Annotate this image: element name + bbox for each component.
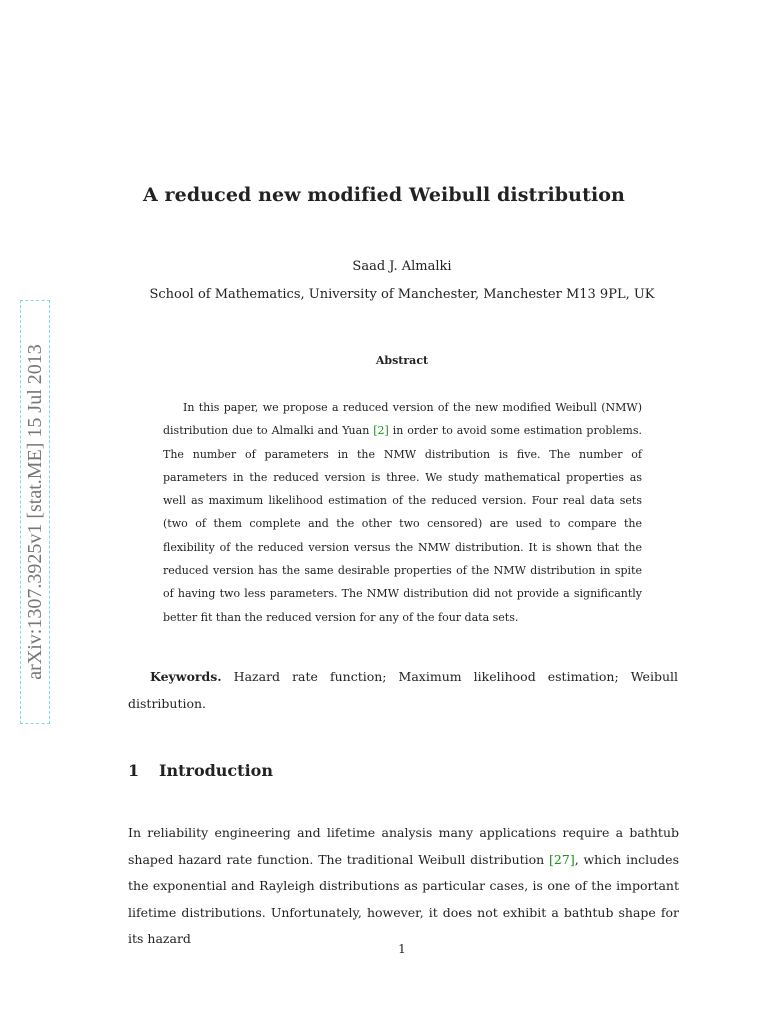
author-affiliation: School of Mathematics, University of Manchester, Manchester M13 9PL, UK [149,287,655,302]
citation-link[interactable]: [2] [373,424,389,438]
section-title: Introduction [159,761,273,780]
intro-text-continued: , which includes the exponential and Rayleigh distributions as particular cases, is one of the important lifetime distributions. Unfortunately, however, it does not exhibit a bathtub shape for its hazard [128,851,679,946]
section-number: 1 [128,761,140,780]
arxiv-stamp-text: arXiv:1307.3925v1 [stat.ME] 15 Jul 2013 [20,300,50,724]
keywords-paragraph [128,663,678,717]
abstract-heading: Abstract [375,354,429,367]
section-heading [128,761,273,780]
abstract-text-continued: in order to avoid some estimation problems. The number of parameters in the NMW distribution is five. The number of parameters in the reduced version is three. We study mathematical properties as well as maximum likelihood estimation of the reduced version. Four real data sets (two of them complete and the other two censored) are used to compare the flexibility of the reduced version versus the NMW distribution. It is shown that the reduced version has the same desirable properties of the NMW distribution in spite of having two less parameters. The NMW distribution did not provide a significantly better fit than the reduced version for any of the four data sets. [163,424,642,624]
intro-text: In reliability engineering and lifetime analysis many applications require a bathtub shaped hazard rate function. The traditional Weibull distribution [128,825,679,867]
citation-link[interactable]: [27] [549,851,575,867]
paper-title: A reduced new modified Weibull distribution [143,184,625,206]
keywords-text: Hazard rate function; Maximum likelihood estimation; Weibull distribution. [128,669,678,711]
author-name: Saad J. Almalki [352,259,452,274]
abstract-body [163,396,642,629]
abstract-text: In this paper, we propose a reduced version of the new modified Weibull (NMW) distribution due to Almalki and Yuan [163,401,642,438]
intro-paragraph [128,820,679,953]
page-number: 1 [398,942,406,956]
keywords-label: Keywords. [150,669,222,684]
